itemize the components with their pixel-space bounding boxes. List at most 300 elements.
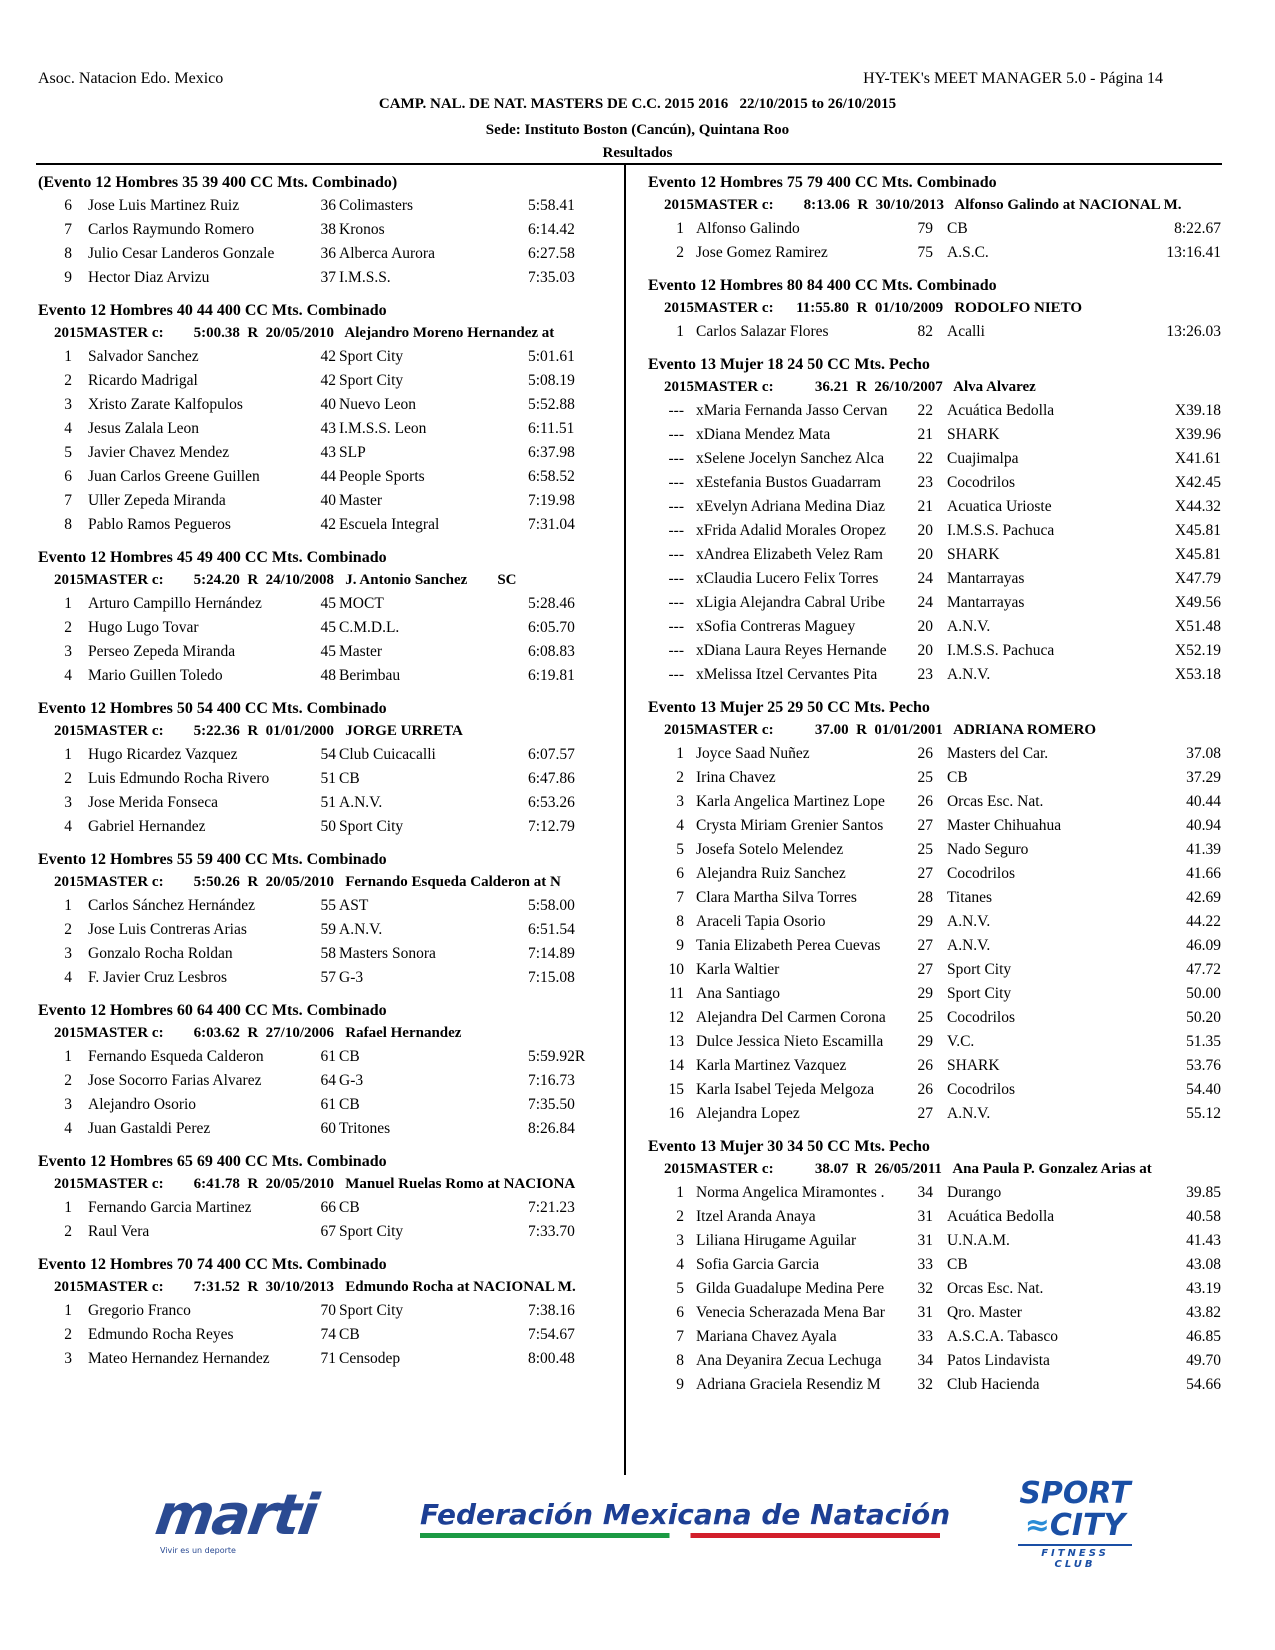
team: Orcas Esc. Nat. <box>947 1280 1044 1297</box>
event-block <box>648 696 1230 1126</box>
place: 14 <box>668 1057 684 1074</box>
final-time: 7:54.67 <box>528 1326 575 1343</box>
place: 6 <box>64 468 72 485</box>
meet-org: Asoc. Natacion Edo. Mexico <box>38 70 224 87</box>
place: --- <box>668 522 684 539</box>
final-time: 46.85 <box>1186 1328 1221 1345</box>
software-page-info: HY-TEK's MEET MANAGER 5.0 - Página 14 <box>863 70 1163 87</box>
swimmer-name: Alejandro Osorio <box>88 1096 197 1113</box>
age: 22 <box>917 450 933 467</box>
team: Mantarrayas <box>947 594 1025 611</box>
swimmer-name: xEstefania Bustos Guadarram <box>696 474 882 491</box>
event-block <box>648 274 1230 344</box>
final-time: 6:37.98 <box>528 444 575 461</box>
age: 34 <box>917 1352 933 1369</box>
result-row <box>38 616 620 640</box>
place: 3 <box>64 945 72 962</box>
result-row <box>38 664 620 688</box>
result-row <box>648 217 1230 241</box>
place: 1 <box>676 323 684 340</box>
team: Sport City <box>339 1223 404 1240</box>
place: 2 <box>64 1223 72 1240</box>
wave-icon: ≈ <box>1024 1508 1050 1543</box>
team: C.M.D.L. <box>339 619 400 636</box>
team: U.N.A.M. <box>947 1232 1010 1249</box>
team: Sport City <box>947 985 1012 1002</box>
place: 1 <box>64 1302 72 1319</box>
final-time: 54.40 <box>1186 1081 1221 1098</box>
team: CB <box>339 1326 360 1343</box>
event-block <box>38 299 620 537</box>
place: 2 <box>64 372 72 389</box>
place: 8 <box>64 245 72 262</box>
team: I.M.S.S. Pachuca <box>947 642 1055 659</box>
team: Titanes <box>947 889 993 906</box>
result-row <box>648 663 1230 687</box>
final-time: 46.09 <box>1186 937 1221 954</box>
event-title: Evento 12 Hombres 70 74 400 CC Mts. Combinado <box>38 1256 387 1273</box>
swimmer-name: Fernando Esqueda Calderon <box>88 1048 264 1065</box>
team: Qro. Master <box>947 1304 1022 1321</box>
final-time: 44.22 <box>1186 913 1221 930</box>
result-row <box>38 266 620 290</box>
swimmer-name: Mateo Hernandez Hernandez <box>88 1350 270 1367</box>
place: 1 <box>64 348 72 365</box>
place: 2 <box>64 770 72 787</box>
place: 1 <box>64 897 72 914</box>
age: 42 <box>320 516 336 533</box>
place: 5 <box>676 1280 684 1297</box>
team: Master <box>339 643 383 660</box>
final-time: 50.00 <box>1186 985 1221 1002</box>
result-row <box>648 790 1230 814</box>
age: 20 <box>917 642 933 659</box>
final-time: 7:14.89 <box>528 945 575 962</box>
team: People Sports <box>339 468 425 485</box>
team: A.N.V. <box>947 666 991 683</box>
swimmer-name: Carlos Sánchez Hernández <box>88 897 255 914</box>
swimmer-name: xMaria Fernanda Jasso Cervan <box>696 402 888 419</box>
swimmer-name: Carlos Salazar Flores <box>696 323 829 340</box>
team: Masters del Car. <box>947 745 1049 762</box>
place: 4 <box>64 1120 72 1137</box>
result-row <box>648 471 1230 495</box>
event-record: 2015MASTER c: 5:50.26 R 20/05/2010 Fernando Esqueda Calderon at N <box>54 874 561 890</box>
team: Cuajimalpa <box>947 450 1019 467</box>
final-time: 5:58.00 <box>528 897 575 914</box>
swimmer-name: Tania Elizabeth Perea Cuevas <box>696 937 881 954</box>
place: 5 <box>64 444 72 461</box>
final-time: X49.56 <box>1174 594 1221 611</box>
result-row <box>648 1253 1230 1277</box>
swimmer-name: Alejandra Ruiz Sanchez <box>696 865 846 882</box>
team: I.M.S.S. <box>339 269 391 286</box>
result-row <box>648 423 1230 447</box>
result-row <box>648 910 1230 934</box>
swimmer-name: Fernando Garcia Martinez <box>88 1199 252 1216</box>
event-block <box>38 848 620 990</box>
team: CB <box>947 220 968 237</box>
swimmer-name: Edmundo Rocha Reyes <box>88 1326 234 1343</box>
result-row <box>648 1030 1230 1054</box>
result-row <box>648 1325 1230 1349</box>
final-time: 5:59.92R <box>528 1048 586 1065</box>
team: A.N.V. <box>339 794 383 811</box>
swimmer-name: Ricardo Madrigal <box>88 372 198 389</box>
final-time: X45.81 <box>1174 522 1221 539</box>
age: 45 <box>320 595 336 612</box>
federacion-logo <box>420 1498 951 1538</box>
event-record: 2015MASTER c: 36.21 R 26/10/2007 Alva Alvarez <box>664 379 1036 395</box>
right-column <box>648 171 1230 1406</box>
age: 20 <box>917 618 933 635</box>
age: 55 <box>320 897 336 914</box>
age: 43 <box>320 444 336 461</box>
final-time: 6:58.52 <box>528 468 575 485</box>
event-block <box>38 1150 620 1244</box>
result-row <box>648 639 1230 663</box>
age: 45 <box>320 619 336 636</box>
swimmer-name: Clara Martha Silva Torres <box>696 889 857 906</box>
age: 26 <box>917 1057 933 1074</box>
result-row <box>648 320 1230 344</box>
event-block <box>38 999 620 1141</box>
swimmer-name: Karla Isabel Tejeda Melgoza <box>696 1081 875 1098</box>
result-row <box>38 791 620 815</box>
swimmer-name: Gregorio Franco <box>88 1302 191 1319</box>
event-record: 2015MASTER c: 6:41.78 R 20/05/2010 Manuel Ruelas Romo at NACIONA <box>54 1176 576 1192</box>
team: Acalli <box>947 323 985 340</box>
final-time: 49.70 <box>1186 1352 1221 1369</box>
team: Colimasters <box>339 197 414 214</box>
place: 9 <box>676 937 684 954</box>
result-row <box>648 1277 1230 1301</box>
final-time: 6:08.83 <box>528 643 575 660</box>
swimmer-name: xSofia Contreras Maguey <box>696 618 856 635</box>
result-row <box>38 194 620 218</box>
age: 23 <box>917 474 933 491</box>
age: 45 <box>320 643 336 660</box>
place: 1 <box>676 220 684 237</box>
swimmer-name: Alejandra Lopez <box>696 1105 800 1122</box>
place: 2 <box>64 1072 72 1089</box>
swimmer-name: Uller Zepeda Miranda <box>88 492 226 509</box>
age: 25 <box>917 769 933 786</box>
result-row <box>38 1045 620 1069</box>
team: Cocodrilos <box>947 1009 1016 1026</box>
age: 25 <box>917 1009 933 1026</box>
event-record: 2015MASTER c: 5:24.20 R 24/10/2008 J. Antonio Sanchez SC <box>54 572 517 588</box>
age: 20 <box>917 522 933 539</box>
result-row <box>648 1006 1230 1030</box>
final-time: 8:00.48 <box>528 1350 575 1367</box>
team: A.N.V. <box>947 937 991 954</box>
age: 64 <box>320 1072 336 1089</box>
event-title: Evento 12 Hombres 75 79 400 CC Mts. Combinado <box>648 174 997 191</box>
swimmer-name: Joyce Saad Nuñez <box>696 745 810 762</box>
final-time: 51.35 <box>1186 1033 1221 1050</box>
result-row <box>648 615 1230 639</box>
place: 1 <box>64 746 72 763</box>
team: Cocodrilos <box>947 1081 1016 1098</box>
swimmer-name: Luis Edmundo Rocha Rivero <box>88 770 270 787</box>
swimmer-name: Karla Waltier <box>696 961 780 978</box>
result-row <box>648 862 1230 886</box>
team: CB <box>339 1048 360 1065</box>
result-row <box>38 942 620 966</box>
result-row <box>38 815 620 839</box>
sportcity-word-city-row <box>1000 1510 1150 1542</box>
place: 6 <box>676 1304 684 1321</box>
age: 25 <box>917 841 933 858</box>
swimmer-name: Karla Martinez Vazquez <box>696 1057 847 1074</box>
place: 2 <box>64 1326 72 1343</box>
place: 4 <box>64 818 72 835</box>
final-time: 5:01.61 <box>528 348 575 365</box>
team: Kronos <box>339 221 385 238</box>
result-row <box>648 886 1230 910</box>
age: 24 <box>917 594 933 611</box>
event-record: 2015MASTER c: 5:00.38 R 20/05/2010 Alejandro Moreno Hernandez at <box>54 325 555 341</box>
result-row <box>648 591 1230 615</box>
result-row <box>38 417 620 441</box>
place: --- <box>668 450 684 467</box>
team: Master Chihuahua <box>947 817 1062 834</box>
place: 9 <box>676 1376 684 1393</box>
header-divider <box>36 163 1222 165</box>
result-row <box>38 242 620 266</box>
event-block <box>38 171 620 290</box>
age: 51 <box>320 770 336 787</box>
swimmer-name: Mario Guillen Toledo <box>88 667 223 684</box>
result-row <box>648 399 1230 423</box>
event-block <box>38 697 620 839</box>
swimmer-name: Karla Angelica Martinez Lope <box>696 793 885 810</box>
swimmer-name: Araceli Tapia Osorio <box>696 913 826 930</box>
team: SHARK <box>947 1057 1000 1074</box>
place: 2 <box>64 619 72 636</box>
swimmer-name: Norma Angelica Miramontes . <box>696 1184 885 1201</box>
final-time: 7:21.23 <box>528 1199 575 1216</box>
swimmer-name: Javier Chavez Mendez <box>88 444 230 461</box>
place: 2 <box>676 1208 684 1225</box>
team: Sport City <box>339 818 404 835</box>
result-row <box>648 1301 1230 1325</box>
place: 4 <box>64 420 72 437</box>
place: 1 <box>64 595 72 612</box>
final-time: 6:47.86 <box>528 770 575 787</box>
result-row <box>38 1299 620 1323</box>
place: 2 <box>64 921 72 938</box>
marti-tagline: Vivir es un deporte <box>160 1546 236 1555</box>
team: Cocodrilos <box>947 474 1016 491</box>
final-time: 5:52.88 <box>528 396 575 413</box>
final-time: 6:11.51 <box>528 420 575 437</box>
final-time: X47.79 <box>1174 570 1221 587</box>
final-time: 7:12.79 <box>528 818 575 835</box>
team: Cocodrilos <box>947 865 1016 882</box>
final-time: 7:16.73 <box>528 1072 575 1089</box>
swimmer-name: Alfonso Galindo <box>696 220 800 237</box>
event-title: Evento 13 Mujer 30 34 50 CC Mts. Pecho <box>648 1138 930 1155</box>
place: 5 <box>676 841 684 858</box>
team: Club Hacienda <box>947 1376 1040 1393</box>
place: 1 <box>676 745 684 762</box>
age: 40 <box>320 492 336 509</box>
team: SHARK <box>947 426 1000 443</box>
final-time: X44.32 <box>1174 498 1221 515</box>
place: 7 <box>676 1328 684 1345</box>
result-row <box>648 766 1230 790</box>
place: 1 <box>64 1048 72 1065</box>
age: 29 <box>917 985 933 1002</box>
result-row <box>38 1323 620 1347</box>
place: --- <box>668 402 684 419</box>
result-row <box>38 465 620 489</box>
team: Patos Lindavista <box>947 1352 1050 1369</box>
sportcity-word-sport: SPORT <box>1019 1476 1131 1511</box>
swimmer-name: Ana Deyanira Zecua Lechuga <box>696 1352 882 1369</box>
age: 21 <box>917 426 933 443</box>
age: 27 <box>917 817 933 834</box>
sportcity-subtitle: FITNESS CLUB <box>1018 1544 1132 1570</box>
place: 8 <box>676 913 684 930</box>
result-row <box>38 767 620 791</box>
team: Acuatica Urioste <box>947 498 1052 515</box>
team: Berimbau <box>339 667 401 684</box>
team: CB <box>947 769 968 786</box>
result-row <box>648 814 1230 838</box>
final-time: 8:22.67 <box>1174 220 1221 237</box>
swimmer-name: Julio Cesar Landeros Gonzale <box>88 245 275 262</box>
age: 31 <box>917 1208 933 1225</box>
event-title: Evento 12 Hombres 55 59 400 CC Mts. Combinado <box>38 851 387 868</box>
event-block <box>648 353 1230 687</box>
result-row <box>648 934 1230 958</box>
age: 40 <box>320 396 336 413</box>
result-row <box>38 592 620 616</box>
swimmer-name: xEvelyn Adriana Medina Diaz <box>696 498 885 515</box>
final-time: 7:15.08 <box>528 969 575 986</box>
age: 26 <box>917 793 933 810</box>
place: 13 <box>668 1033 684 1050</box>
result-row <box>648 1078 1230 1102</box>
result-row <box>38 1220 620 1244</box>
final-time: X39.18 <box>1174 402 1221 419</box>
age: 42 <box>320 348 336 365</box>
swimmer-name: Pablo Ramos Pegueros <box>88 516 231 533</box>
final-time: 41.39 <box>1186 841 1221 858</box>
age: 22 <box>917 402 933 419</box>
result-row <box>648 982 1230 1006</box>
swimmer-name: Jose Gomez Ramirez <box>696 244 828 261</box>
place: 16 <box>668 1105 684 1122</box>
swimmer-name: Hugo Ricardez Vazquez <box>88 746 238 763</box>
age: 54 <box>320 746 336 763</box>
event-title: Evento 12 Hombres 50 54 400 CC Mts. Combinado <box>38 700 387 717</box>
swimmer-name: Gonzalo Rocha Roldan <box>88 945 233 962</box>
result-row <box>38 1093 620 1117</box>
final-time: 54.66 <box>1186 1376 1221 1393</box>
final-time: X39.96 <box>1174 426 1221 443</box>
team: A.N.V. <box>339 921 383 938</box>
place: 2 <box>676 769 684 786</box>
team: A.S.C.A. Tabasco <box>947 1328 1058 1345</box>
final-time: 47.72 <box>1186 961 1221 978</box>
final-time: 40.94 <box>1186 817 1221 834</box>
team: Club Cuicacalli <box>339 746 436 763</box>
result-row <box>38 489 620 513</box>
result-row <box>648 838 1230 862</box>
final-time: 40.44 <box>1186 793 1221 810</box>
swimmer-name: Xristo Zarate Kalfopulos <box>88 396 243 413</box>
final-time: 7:33.70 <box>528 1223 575 1240</box>
age: 20 <box>917 546 933 563</box>
age: 33 <box>917 1256 933 1273</box>
swimmer-name: xMelissa Itzel Cervantes Pita <box>696 666 878 683</box>
age: 24 <box>917 570 933 587</box>
place: --- <box>668 642 684 659</box>
event-title: Evento 12 Hombres 60 64 400 CC Mts. Combinado <box>38 1002 387 1019</box>
swimmer-name: xAndrea Elizabeth Velez Ram <box>696 546 883 563</box>
result-row <box>648 1181 1230 1205</box>
team: Durango <box>947 1184 1002 1201</box>
team: Sport City <box>339 348 404 365</box>
age: 79 <box>917 220 933 237</box>
final-time: 39.85 <box>1186 1184 1221 1201</box>
event-record: 2015MASTER c: 7:31.52 R 30/10/2013 Edmundo Rocha at NACIONAL M. <box>54 1279 576 1295</box>
place: 3 <box>676 1232 684 1249</box>
age: 61 <box>320 1096 336 1113</box>
result-row <box>38 918 620 942</box>
place: 3 <box>64 1350 72 1367</box>
swimmer-name: Jose Luis Contreras Arias <box>88 921 247 938</box>
place: 12 <box>668 1009 684 1026</box>
final-time: 5:28.46 <box>528 595 575 612</box>
age: 21 <box>917 498 933 515</box>
place: 7 <box>676 889 684 906</box>
result-row <box>38 369 620 393</box>
place: --- <box>668 570 684 587</box>
age: 67 <box>320 1223 336 1240</box>
place: --- <box>668 546 684 563</box>
swimmer-name: Itzel Aranda Anaya <box>696 1208 816 1225</box>
place: 1 <box>64 1199 72 1216</box>
final-time: 6:07.57 <box>528 746 575 763</box>
team: V.C. <box>947 1033 975 1050</box>
final-time: 7:38.16 <box>528 1302 575 1319</box>
team: Mantarrayas <box>947 570 1025 587</box>
result-row <box>648 1102 1230 1126</box>
final-time: X42.45 <box>1174 474 1221 491</box>
final-time: 50.20 <box>1186 1009 1221 1026</box>
place: 6 <box>676 865 684 882</box>
swimmer-name: Raul Vera <box>88 1223 150 1240</box>
swimmer-name: Arturo Campillo Hernández <box>88 595 262 612</box>
swimmer-name: xClaudia Lucero Felix Torres <box>696 570 879 587</box>
team: CB <box>339 1199 360 1216</box>
final-time: 13:16.41 <box>1166 244 1221 261</box>
age: 27 <box>917 937 933 954</box>
place: 10 <box>668 961 684 978</box>
event-record: 2015MASTER c: 5:22.36 R 01/01/2000 JORGE URRETA <box>54 723 463 739</box>
final-time: 6:05.70 <box>528 619 575 636</box>
age: 50 <box>320 818 336 835</box>
age: 48 <box>320 667 336 684</box>
place: --- <box>668 426 684 443</box>
final-time: 7:35.50 <box>528 1096 575 1113</box>
result-row <box>38 345 620 369</box>
